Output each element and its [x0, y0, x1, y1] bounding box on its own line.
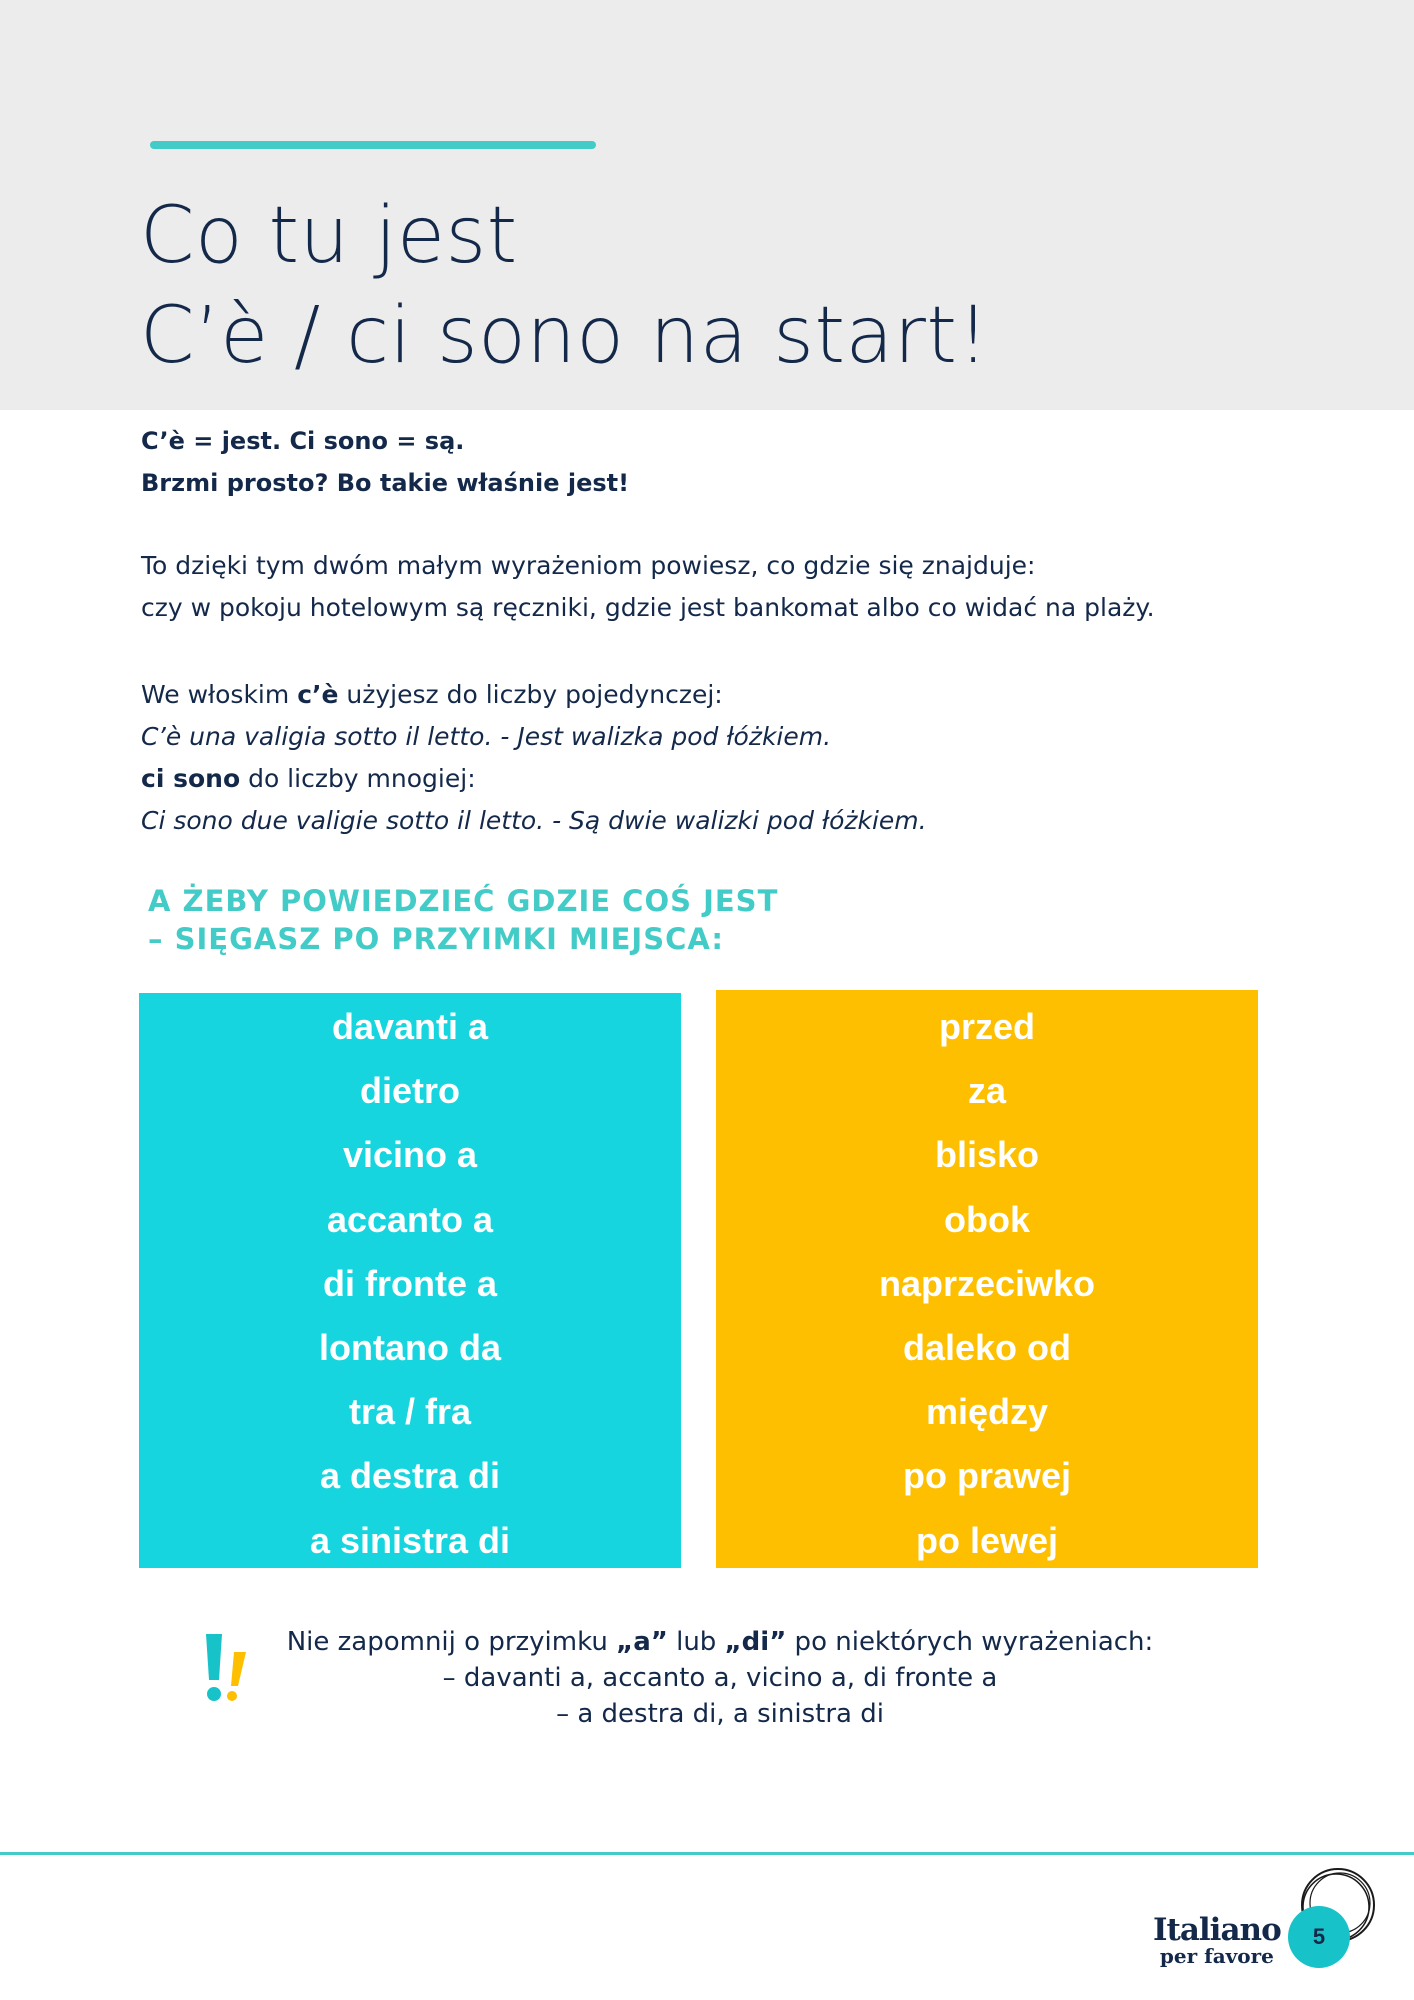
italian-preposition-7: tra / fra	[348, 1391, 472, 1433]
italian-prepositions-panel	[139, 993, 681, 1568]
italian-preposition-4: accanto a	[326, 1198, 494, 1240]
polish-preposition-6: daleko od	[902, 1327, 1072, 1368]
subheading-line-2: – SIĘGASZ PO PRZYIMKI MIEJSCA:	[148, 922, 724, 956]
polish-preposition-3: blisko	[934, 1134, 1040, 1176]
title-line-2: C’è / ci sono na start!	[140, 291, 990, 381]
note-term-a: „a”	[616, 1627, 668, 1657]
example-singular: C’è una valigia sotto il letto. - Jest walizka pod łóżkiem.	[141, 722, 832, 751]
usage-text: do liczby mnogiej:	[240, 764, 476, 793]
usage-line-plural	[141, 758, 1361, 800]
note-term-di: „di”	[724, 1627, 787, 1657]
explanation-line-2: czy w pokoju hotelowym są ręczniki, gdzie jest bankomat albo co widać na plaży.	[141, 593, 1155, 622]
brand-subtitle: per favore	[1159, 1944, 1274, 1968]
brand-name: Italiano	[1153, 1912, 1281, 1948]
polish-preposition-7: między	[925, 1391, 1049, 1433]
polish-preposition-9: po lewej	[915, 1519, 1059, 1561]
section-subheading	[148, 882, 1048, 958]
usage-term-ce: c’è	[297, 680, 339, 709]
explanation-paragraph	[141, 545, 1361, 629]
accent-line	[150, 141, 596, 149]
subheading-line-1: A ŻEBY POWIEDZIEĆ GDZIE COŚ JEST	[148, 884, 779, 918]
page-title	[140, 186, 1340, 386]
note-line-2: – davanti a, accanto a, vicino a, di fronte a	[442, 1663, 998, 1693]
note-line-3: – a destra di, a sinistra di	[556, 1699, 884, 1729]
italian-preposition-9: a sinistra di	[309, 1519, 511, 1561]
polish-preposition-2: za	[967, 1070, 1007, 1112]
note-text: Nie zapomnij o przyimku	[286, 1627, 617, 1657]
usage-text: użyjesz do liczby pojedynczej:	[338, 680, 723, 709]
usage-text: We włoskim	[141, 680, 298, 709]
intro-text	[141, 420, 1341, 504]
footer-divider	[0, 1852, 1414, 1855]
italian-preposition-1: davanti a	[331, 1006, 489, 1047]
polish-preposition-1: przed	[938, 1006, 1035, 1047]
brand-logo	[1153, 1912, 1281, 1968]
note-line-1	[230, 1624, 1210, 1660]
intro-line-1: C’è = jest. Ci sono = są.	[141, 427, 465, 455]
usage-term-ci-sono: ci sono	[141, 764, 241, 793]
usage-line-singular	[141, 674, 1361, 716]
polish-preposition-8: po prawej	[902, 1455, 1072, 1497]
example-plural: Ci sono due valigie sotto il letto. - Są dwie walizki pod łóżkiem.	[141, 806, 927, 835]
reminder-note	[230, 1624, 1210, 1732]
italian-preposition-2: dietro	[359, 1070, 460, 1112]
note-text: po niektórych wyrażeniach:	[786, 1627, 1154, 1657]
polish-prepositions-panel	[716, 990, 1258, 1568]
italian-preposition-8: a destra di	[319, 1455, 501, 1497]
italian-preposition-6: lontano da	[319, 1327, 501, 1368]
polish-preposition-4: obok	[944, 1198, 1030, 1240]
note-text: lub	[667, 1627, 725, 1657]
italian-preposition-5: di fronte a	[322, 1262, 497, 1304]
intro-line-2: Brzmi prosto? Bo takie właśnie jest!	[141, 469, 630, 497]
polish-preposition-5: naprzeciwko	[878, 1262, 1096, 1304]
usage-paragraph	[141, 674, 1361, 842]
italian-preposition-3: vicino a	[342, 1134, 478, 1176]
explanation-line-1: To dzięki tym dwóm małym wyrażeniom powiesz, co gdzie się znajduje:	[141, 551, 1036, 580]
title-line-1: Co tu jest	[140, 191, 518, 281]
page-number: 5	[1288, 1906, 1350, 1968]
